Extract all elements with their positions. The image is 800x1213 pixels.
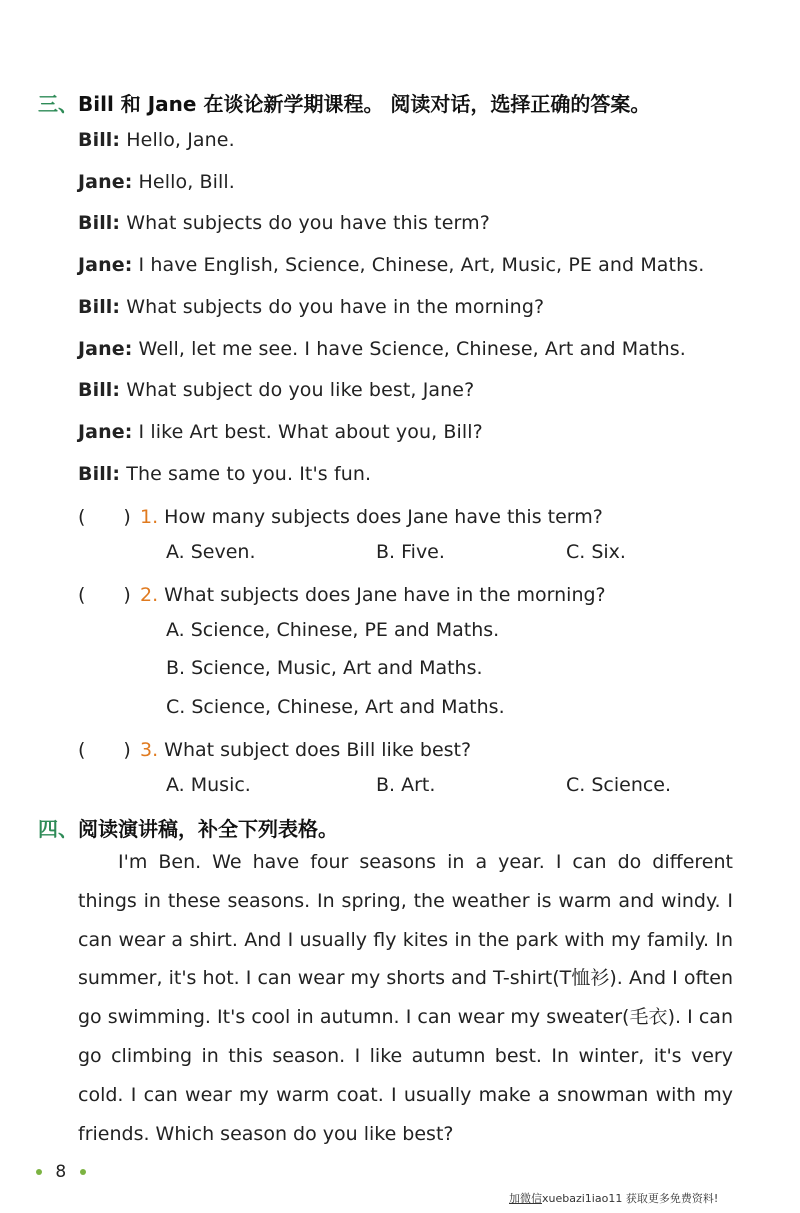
question-text: What subjects does Jane have in the morning? [158,584,606,606]
dialogue-text: The same to you. It's fun. [120,463,372,485]
footer-note-text: xuebazi1iao11 获取更多免费资料! [542,1192,719,1205]
section-3-number: 三、 [38,92,78,116]
section-3-title: Bill 和 Jane 在谈论新学期课程。 阅读对话，选择正确的答案。 [78,92,651,116]
speaker-label: Jane: [78,171,133,193]
question-number: 2. [140,584,159,606]
speaker-label: Jane: [78,421,133,443]
speaker-label: Bill: [78,463,121,485]
speaker-label: Bill: [78,212,121,234]
section-4-number: 四、 [38,817,78,841]
question-1 [78,502,603,529]
dialogue-text: What subject do you like best, Jane? [120,379,475,401]
dialogue-line [78,254,704,276]
option-a: A. Seven. [166,541,256,563]
page-dot-right [80,1169,86,1175]
option-c: C. Six. [566,541,626,563]
dialogue-line [78,296,544,318]
dialogue-line [78,379,474,401]
section-4-heading [38,813,338,842]
page-dot-left [36,1169,42,1175]
dialogue-line [78,421,483,443]
dialogue-line [78,171,235,193]
speaker-label: Jane: [78,254,133,276]
option-b: B. Science, Music, Art and Maths. [166,657,483,679]
dialogue-text: Well, let me see. I have Science, Chinese, Art and Maths. [132,338,686,360]
dialogue-line [78,338,686,360]
dialogue-text: Hello, Bill. [132,171,235,193]
speech-text: I'm Ben. We have four seasons in a year. I can do different things in these seasons. In spring, the weather is warm and windy. I can wear a shirt. And I usually fly kites in the park with my family. In summer, it's hot. I can wear my shorts and T-shirt(T恤衫). And I often go swimming. It's cool in autumn. I can wear my sweater(毛衣). I can go climbing in this season. I like autumn best. In winter, it's very cold. I can wear my warm coat. I usually make a snowman with my friends. Which season do you like best? [78,851,733,1145]
option-a: A. Science, Chinese, PE and Maths. [166,619,500,641]
question-text: What subject does Bill like best? [158,739,472,761]
footer-note [509,1190,718,1206]
question-number: 1. [140,506,159,528]
option-c: C. Science. [566,774,672,796]
dialogue-line [78,463,371,485]
answer-blank[interactable]: ( ) [78,739,131,761]
dialogue-text: What subjects do you have this term? [120,212,490,234]
dialogue-line [78,212,490,234]
answer-blank[interactable]: ( ) [78,506,131,528]
question-number: 3. [140,739,159,761]
section-4-title: 阅读演讲稿，补全下列表格。 [78,817,338,841]
speech-paragraph [78,843,733,1153]
speaker-label: Bill: [78,379,121,401]
option-c: C. Science, Chinese, Art and Maths. [166,696,505,718]
dialogue-line [78,129,235,151]
option-a: A. Music. [166,774,251,796]
question-2 [78,580,606,607]
dialogue-text: I like Art best. What about you, Bill? [132,421,483,443]
page-number-block [36,1162,86,1182]
option-b: B. Five. [376,541,445,563]
speaker-label: Jane: [78,338,133,360]
question-text: How many subjects does Jane have this term? [158,506,603,528]
dialogue-text: I have English, Science, Chinese, Art, Music, PE and Maths. [132,254,705,276]
dialogue-text: Hello, Jane. [120,129,235,151]
answer-blank[interactable]: ( ) [78,584,131,606]
section-3-heading [38,88,650,117]
option-b: B. Art. [376,774,436,796]
question-3 [78,735,471,762]
dialogue-text: What subjects do you have in the morning? [120,296,545,318]
speaker-label: Bill: [78,296,121,318]
footer-link[interactable]: 加微信 [509,1192,542,1205]
page-number: 8 [55,1162,67,1182]
speaker-label: Bill: [78,129,121,151]
